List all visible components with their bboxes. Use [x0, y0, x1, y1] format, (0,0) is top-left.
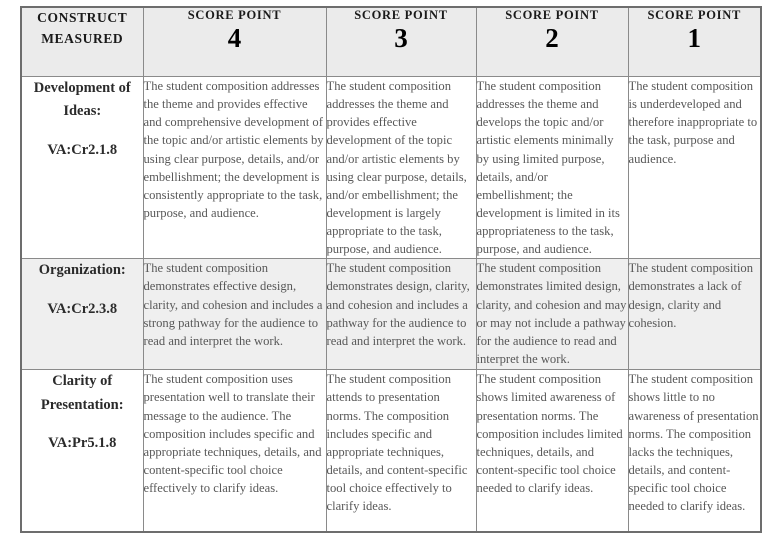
column-header-construct-measured [21, 7, 143, 77]
descriptor-text: The student composition demonstrates design, clarity, and cohesion and includes a pathway for the audience to read and interpret the work. [326, 261, 470, 348]
construct-standard-code: VA:Cr2.3.8 [47, 300, 118, 317]
table-row-development-of-ideas [21, 77, 761, 259]
descriptor-text: The student composition uses presentation well to translate their message to the audience. The composition includes specific and appropriate techniques, details, and content-specific tool choice effectively to clarify ideas. [143, 372, 322, 495]
descriptor-cell-org-score-4 [143, 259, 326, 370]
column-header-score-point-2 [476, 7, 628, 77]
column-header-score-point-3 [326, 7, 476, 77]
descriptor-cell-dev-score-4 [143, 77, 326, 259]
construct-cell-development-of-ideas [21, 77, 143, 259]
descriptor-text: The student composition is underdeveloped and therefore inappropriate to the task, purpose and audience. [628, 79, 758, 166]
table-header [21, 7, 761, 77]
descriptor-text: The student composition shows little to no awareness of presentation norms. The composition lacks the techniques, details, and content-specific tool choice needed to clarify ideas. [628, 372, 759, 514]
descriptor-text: The student composition addresses the theme and develops the topic and/or artistic elements minimally by using limited purpose, details, and/or embellishment; the development is limited in its appropriateness to the task, purpose, and audience. [476, 79, 620, 257]
score-point-number-1: 1 [687, 23, 701, 53]
descriptor-text: The student composition attends to presentation norms. The composition includes specific and appropriate techniques, details, and content-specific tool choice effectively to clarify ideas. [326, 372, 468, 514]
score-point-label-2: SCORE POINT [505, 8, 599, 22]
construct-name: Development of Ideas: [33, 80, 131, 120]
descriptor-cell-clarity-score-2 [476, 370, 628, 533]
descriptor-cell-clarity-score-3 [326, 370, 476, 533]
score-point-number-2: 2 [545, 23, 559, 53]
descriptor-text: The student composition demonstrates effective design, clarity, and cohesion and includes a strong pathway for the audience to read and interpret the work. [143, 261, 323, 348]
score-point-number-3: 3 [394, 23, 408, 53]
descriptor-cell-dev-score-3 [326, 77, 476, 259]
construct-standard-code: VA:Cr2.1.8 [47, 141, 118, 158]
table-row-organization [21, 259, 761, 370]
descriptor-cell-dev-score-2 [476, 77, 628, 259]
descriptor-text: The student composition addresses the theme and provides effective and comprehensive development of the topic and/or artistic elements by using clear purpose, details, and/or embellishment; the development is consistently appropriate to the task, purpose, and audience. [143, 79, 324, 220]
score-point-label-4: SCORE POINT [187, 8, 282, 22]
scoring-rubric-table [20, 6, 762, 533]
descriptor-text: The student composition demonstrates limited design, clarity, and cohesion and may or may not include a pathway for the audience to read and interpret the work. [476, 261, 627, 366]
score-point-label-1: SCORE POINT [647, 8, 741, 22]
column-header-score-point-1 [628, 7, 761, 77]
descriptor-cell-org-score-2 [476, 259, 628, 370]
construct-cell-clarity-of-presentation [21, 370, 143, 533]
descriptor-text: The student composition shows limited awareness of presentation norms. The composition includes limited techniques, details, and content-specific tool choice needed to clarify ideas. [476, 372, 623, 495]
descriptor-text: The student composition addresses the theme and provides effective development of the topic and/or artistic elements by using clear purpose, details, and/or embellishment; the development is largely appropriate to the task, purpose, and audience. [326, 79, 467, 257]
descriptor-text: The student composition demonstrates a lack of design, clarity and cohesion. [628, 261, 754, 330]
construct-standard-code: VA:Pr5.1.8 [48, 435, 117, 452]
descriptor-cell-clarity-score-1 [628, 370, 761, 533]
score-point-label-3: SCORE POINT [354, 8, 448, 22]
table-body [21, 77, 761, 533]
column-header-score-point-4 [143, 7, 326, 77]
descriptor-cell-org-score-1 [628, 259, 761, 370]
descriptor-cell-clarity-score-4 [143, 370, 326, 533]
construct-name: Organization: [38, 262, 126, 279]
table-row-clarity-of-presentation [21, 370, 761, 533]
descriptor-cell-dev-score-1 [628, 77, 761, 259]
construct-cell-organization [21, 259, 143, 370]
descriptor-cell-org-score-3 [326, 259, 476, 370]
construct-name: Clarity of Presentation: [40, 373, 124, 413]
header-row [21, 7, 761, 77]
construct-header-line-1: CONSTRUCT [37, 10, 128, 25]
construct-header-line-2: MEASURED [41, 30, 124, 46]
score-point-number-4: 4 [227, 23, 242, 53]
